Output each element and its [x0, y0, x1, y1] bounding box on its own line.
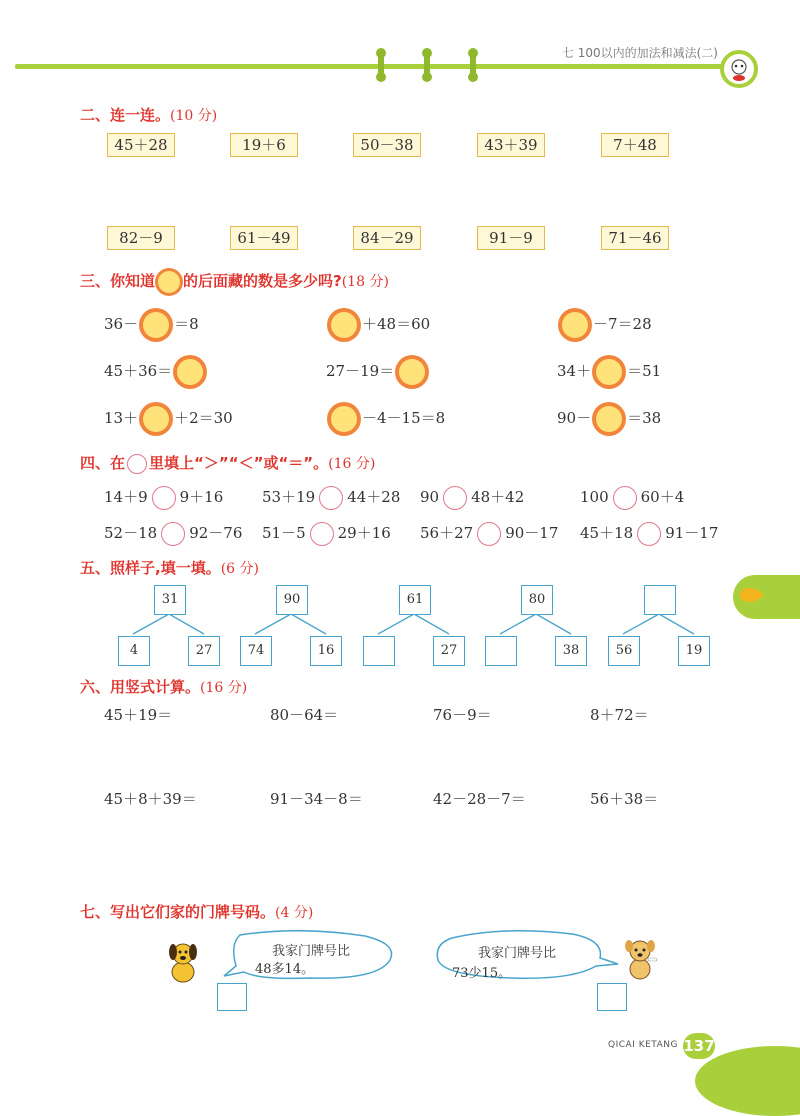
- dog-left-icon: [165, 940, 201, 986]
- hidden-number-equation: 27－19＝: [326, 359, 430, 385]
- vertical-calc-item[interactable]: 8＋72＝: [590, 706, 649, 724]
- tree-answer-box[interactable]: [644, 585, 676, 615]
- match-card-top[interactable]: 50－38: [353, 133, 421, 157]
- tree-left-box: 56: [608, 636, 640, 666]
- tree-left-box: 74: [240, 636, 272, 666]
- match-card-bottom[interactable]: 91－9: [477, 226, 545, 250]
- match-card-bottom[interactable]: 84－29: [353, 226, 421, 250]
- vertical-calc-item[interactable]: 76－9＝: [433, 706, 492, 724]
- compare-item: 51－5 29＋16: [262, 522, 391, 546]
- compare-item: 14＋9 9＋16: [104, 486, 223, 510]
- compare-item: 53＋19 44＋28: [262, 486, 400, 510]
- section-6-title: 六、用竖式计算。(16 分): [80, 678, 248, 696]
- dog-right-icon: [622, 936, 658, 982]
- compare-item: 45＋18 91－17: [580, 522, 718, 546]
- section-7-title: 七、写出它们家的门牌号码。(4 分): [80, 903, 314, 921]
- match-card-bottom[interactable]: 71－46: [601, 226, 669, 250]
- tree-answer-box[interactable]: [485, 636, 517, 666]
- hidden-number-equation: 34＋ ＝51: [557, 359, 661, 385]
- vertical-calc-item[interactable]: 45＋8＋39＝: [104, 790, 197, 808]
- hidden-number-equation: －7＝28: [557, 312, 652, 338]
- vertical-calc-item[interactable]: 42－28－7＝: [433, 790, 526, 808]
- tree-answer-box[interactable]: [363, 636, 395, 666]
- tree-top-box: 80: [521, 585, 553, 615]
- tree-right-box: 19: [678, 636, 710, 666]
- vertical-calc-item[interactable]: 80－64＝: [270, 706, 339, 724]
- bubble-left-line1: 我家门牌号比: [272, 944, 351, 959]
- door-number-answer-box[interactable]: [597, 983, 627, 1011]
- tree-top-box: 90: [276, 585, 308, 615]
- match-card-top[interactable]: 43＋39: [477, 133, 545, 157]
- tree-top-box: 31: [154, 585, 186, 615]
- compare-item: 52－18 92－76: [104, 522, 242, 546]
- match-card-top[interactable]: 45＋28: [107, 133, 175, 157]
- tree-right-box: 27: [188, 636, 220, 666]
- match-card-bottom[interactable]: 61－49: [230, 226, 298, 250]
- bubble-right-line2: 73少15。: [452, 966, 512, 981]
- page-number: 137: [683, 1033, 715, 1059]
- section-5-title: 五、照样子,填一填。(6 分): [80, 559, 259, 577]
- bubble-right-line1: 我家门牌号比: [478, 946, 557, 961]
- hidden-number-equation: －4－15＝8: [326, 406, 445, 432]
- vertical-calc-item[interactable]: 91－34－8＝: [270, 790, 363, 808]
- hidden-number-equation: 13＋ ＋2＝30: [104, 406, 233, 432]
- hidden-number-equation: 45＋36＝: [104, 359, 208, 385]
- tree-right-box: 16: [310, 636, 342, 666]
- section-4-title: 四、在 里填上“＞”“＜”或“＝”。(16 分): [80, 454, 376, 472]
- section-2-title: 二、连一连。(10 分): [80, 106, 218, 124]
- brand-text: QICAI KETANG: [608, 1040, 678, 1050]
- tree-right-box: 27: [433, 636, 465, 666]
- compare-item: 90 48＋42: [420, 486, 524, 510]
- hidden-number-equation: ＋48＝60: [326, 312, 430, 338]
- match-card-bottom[interactable]: 82－9: [107, 226, 175, 250]
- chapter-title: 七 100以内的加法和减法(二): [561, 46, 718, 60]
- vertical-calc-item[interactable]: 45＋19＝: [104, 706, 173, 724]
- match-card-top[interactable]: 7＋48: [601, 133, 669, 157]
- tree-top-box: 61: [399, 585, 431, 615]
- hidden-number-equation: 90－ ＝38: [557, 406, 661, 432]
- tree-right-box: 38: [555, 636, 587, 666]
- match-card-top[interactable]: 19＋6: [230, 133, 298, 157]
- section-3-title: 三、你知道 的后面藏的数是多少吗?(18 分): [80, 270, 389, 293]
- compare-item: 56＋27 90－17: [420, 522, 558, 546]
- tree-left-box: 4: [118, 636, 150, 666]
- bubble-left-line2: 48多14。: [255, 962, 315, 977]
- vertical-calc-item[interactable]: 56＋38＝: [590, 790, 659, 808]
- hidden-number-equation: 36－ ＝8: [104, 312, 199, 338]
- door-number-answer-box[interactable]: [217, 983, 247, 1011]
- compare-item: 100 60＋4: [580, 486, 684, 510]
